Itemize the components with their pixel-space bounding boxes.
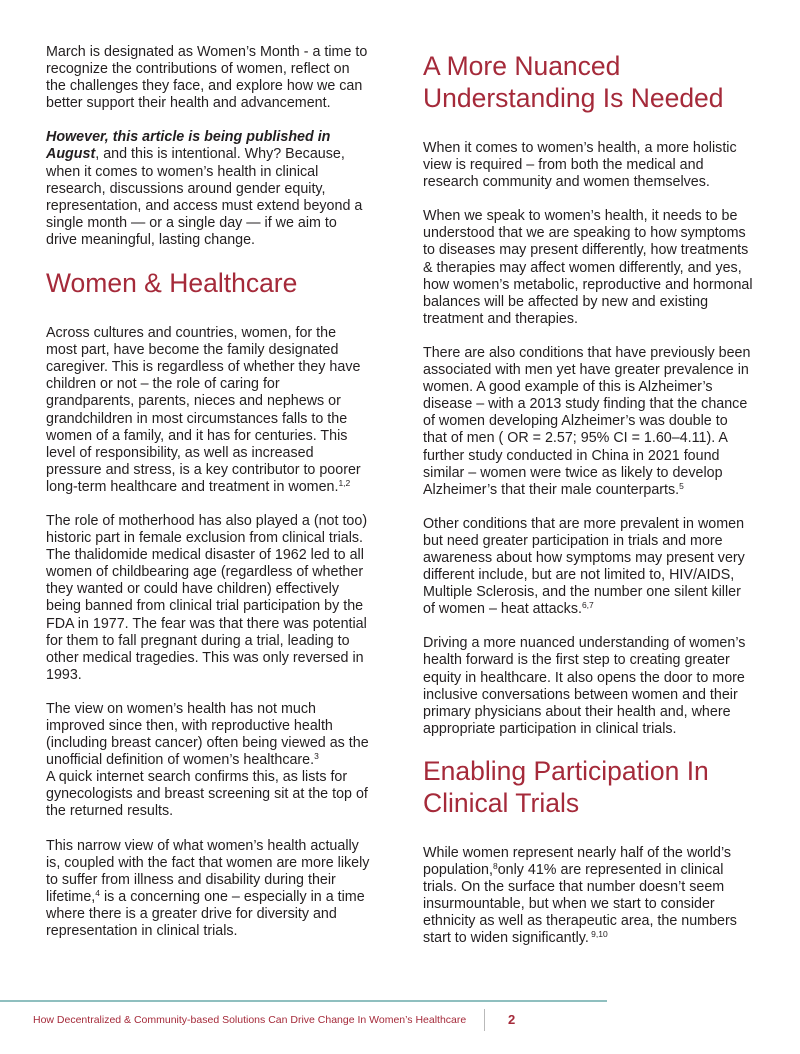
section-heading-enabling-participation: Enabling Participation In Clinical Trials (423, 755, 709, 818)
paragraph-text: Other conditions that are more prevalent in women but need greater participation in trials and more awareness about how symptoms may present very different include, but are not limited to, HIV/AIDS, Multiple Sclerosis, and the number one silent killer of women – heat attacks. (423, 515, 745, 618)
section-heading-nuanced-understanding: A More Nuanced Understanding Is Needed (423, 51, 724, 113)
intro-paragraph-2 (46, 129, 370, 249)
intro-paragraph: March is designated as Women’s Month - a time to recognize the contributions of women, reflect on the challenges they face, and explore how we can better support their health and advancement. (46, 44, 368, 112)
body-paragraph (46, 701, 370, 821)
footnote-ref: 3 (314, 751, 319, 762)
footnote-ref: 8 (492, 861, 498, 871)
paragraph-text: only 41% are represented in clinical trials. On the surface that number doesn’t seem insurmountable, but when we start to consider ethnicity as well as therapeutic area, the numbers start to widen significantly. (423, 862, 737, 947)
section-heading-women-healthcare: Women & Healthcare (46, 268, 298, 299)
paragraph-text: The view on women’s health has not much improved since then, with reproductive health (including breast cancer) often being viewed as the unofficial definition of women’s healthcare. (46, 700, 369, 769)
page-number: 2 (508, 1012, 516, 1027)
paragraph-text: This narrow view of what women’s health actually is, coupled with the fact that women are more likely to suffer from illness and disability during their lifetime, (46, 837, 370, 905)
paragraph-text: There are also conditions that have previously been associated with men yet have greater prevalence in women. A good example of this is Alzheimer’s disease – with a 2013 study finding that the chance of women developing Alzheimer’s was double to that of men ( OR = 2.57; 95% CI = 1.60–4.11). A further study conducted in China in 2021 found similar – women were twice as likely to develop Alzheimer’s that their male counterparts. (423, 344, 751, 498)
body-paragraph (46, 838, 370, 941)
footer-divider (484, 1009, 485, 1031)
body-paragraph: The role of motherhood has also played a (not too) historic part in female exclusion from clinical trials. The thalidomide medical disaster of 1962 led to all women of childbearing age (regardless of whether they wanted or could have children) effectively being banned from clinical trial participation by the FDA in 1977. The fear was that there was potential for them to fall pregnant during a trial, leading to other medical tragedies. This was only reversed in 1993. (46, 512, 368, 683)
body-paragraph (423, 516, 753, 619)
paragraph-text: is a concerning one – especially in a time where there is a greater drive for diversity and representation in clinical trials. (46, 888, 365, 940)
body-paragraph (46, 325, 370, 496)
intro-emphasis: However, this article is being published in August (46, 129, 331, 163)
footnote-ref: 6,7 (581, 600, 594, 611)
footnote-ref: 5 (679, 480, 684, 491)
paragraph-text: Across cultures and countries, women, for the most part, have become the family designated caregiver. This is regardless of whether they have children or not – the role of caring for grandparents, parents, nieces and nephews or grandchildren in most circumstances falls to the women of a family, and it has for centuries. This level of responsibility, as well as increased pressure and stress, is a key contributor to poorer long-term healthcare and treatment in women. (46, 325, 361, 495)
paragraph-text: While women represent nearly half of the world’s population, (423, 844, 732, 878)
paragraph-text: A quick internet search confirms this, as lists for gynecologists and breast screening sit at the top of the returned results. (46, 769, 368, 820)
footnote-ref: 9,10 (588, 929, 608, 940)
left-column (46, 44, 370, 957)
intro-paragraph-2-text: , and this is intentional. Why? Because, when it comes to women’s health in clinical research, discussions around gender equity, representation, and access must extend beyond a single month — or a single day — if we aim to drive meaningful, lasting change. (46, 146, 363, 248)
body-paragraph: When we speak to women’s health, it needs to be understood that we are speaking to how symptoms to diseases may present differently, how treatments & therapies may affect women differently, and yes, how women’s metabolic, reproductive and hormonal balances will be affected by new and existing treatment and therapies. (423, 208, 753, 327)
footer-title: How Decentralized & Community-based Solutions Can Drive Change In Women’s Healthcare (33, 1014, 467, 1026)
body-paragraph: When it comes to women’s health, a more holistic view is required – from both the medical and research community and women themselves. (423, 140, 737, 191)
footnote-ref: 4 (95, 887, 100, 898)
body-paragraph: Driving a more nuanced understanding of women’s health forward is the first step to creating greater equity in healthcare. It also opens the door to more inclusive conversations between women and their primary physicians about their health and, where appropriate participation in clinical trials. (423, 635, 746, 737)
right-column (423, 44, 753, 964)
footnote-ref: 1,2 (338, 477, 351, 488)
body-paragraph (423, 345, 753, 499)
footer-rule (0, 1000, 607, 1002)
body-paragraph (423, 845, 753, 948)
